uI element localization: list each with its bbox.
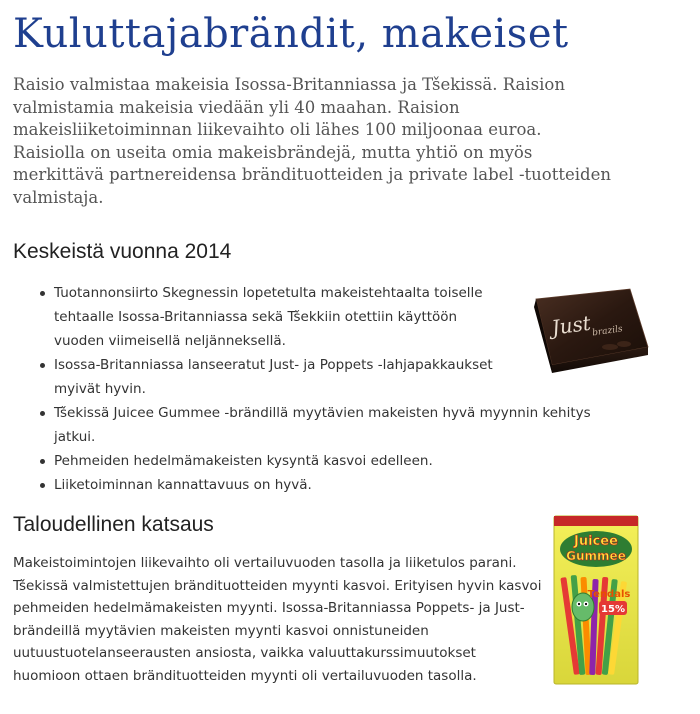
just-sub-text: brazils	[591, 324, 624, 339]
list-item: Tuotannonsiirto Skegnessin lopetetulta makeistehtaalta toiselle tehtaalle Isossa-Britanniassa sekä Tšekkiin otettiin käyttöön vuoden viimeisellä neljänneksellä.	[36, 281, 499, 353]
financial-paragraph: Makeistoimintojen liikevaihto oli vertailuvuoden tasolla ja liiketulos parani. Tšekissä valmistettujen brändituotteiden myynti kasvoi. Erityisen hyvin kasvoi pehmeiden hedelmämakeisten myynti. Isossa-Britanniassa Poppets- ja Just-brändeillä myytävien makeisten myynti kasvoi onnistuneiden uutuustuotelanseerausten ansiosta, vaikka valuuttakurssimuutokset huomioon ottaen brändituotteiden myynti oli vertailuvuoden tasolla.	[13, 555, 542, 684]
chocolate-box-image	[526, 285, 650, 375]
percent-badge: 15%	[601, 604, 625, 615]
intro-paragraph: Raisio valmistaa makeisia Isossa-Britanniassa ja Tšekissä. Raision valmistamia makeisia viedään yli 40 maahan. Raision makeisliiketoiminnan liikevaihto oli lähes 100 miljoonaa euroa. Raisiolla on useita omia makeisbrändejä, mutta yhtiö on myös merkittävä partnereidensa brändituotteiden ja private label -tuotteiden valmistaja.	[13, 75, 611, 207]
list-item: Pehmeiden hedelmämakeisten kysyntä kasvoi edelleen.	[36, 449, 626, 473]
gummee-brand-text: Gummee	[566, 549, 626, 563]
flavor-text: Tendals	[587, 589, 631, 600]
page-title: Kuluttajabrändit, makeiset	[13, 11, 569, 57]
list-item: Tšekissä Juicee Gummee -brändillä myytävien makeisten hyvä myynnin kehitys jatkui.	[36, 401, 626, 449]
list-item: Isossa-Britanniassa lanseeratut Just- ja Poppets -lahjapakkaukset myivät hyvin.	[36, 353, 499, 401]
juicee-brand-text: Juicee	[574, 534, 618, 549]
highlights-heading: Keskeistä vuonna 2014	[13, 240, 232, 263]
list-item: Liiketoiminnan kannattavuus on hyvä.	[36, 473, 626, 497]
candy-pack-image	[553, 515, 639, 685]
financial-heading: Taloudellinen katsaus	[13, 513, 214, 536]
just-brand-text: Just	[550, 310, 593, 340]
